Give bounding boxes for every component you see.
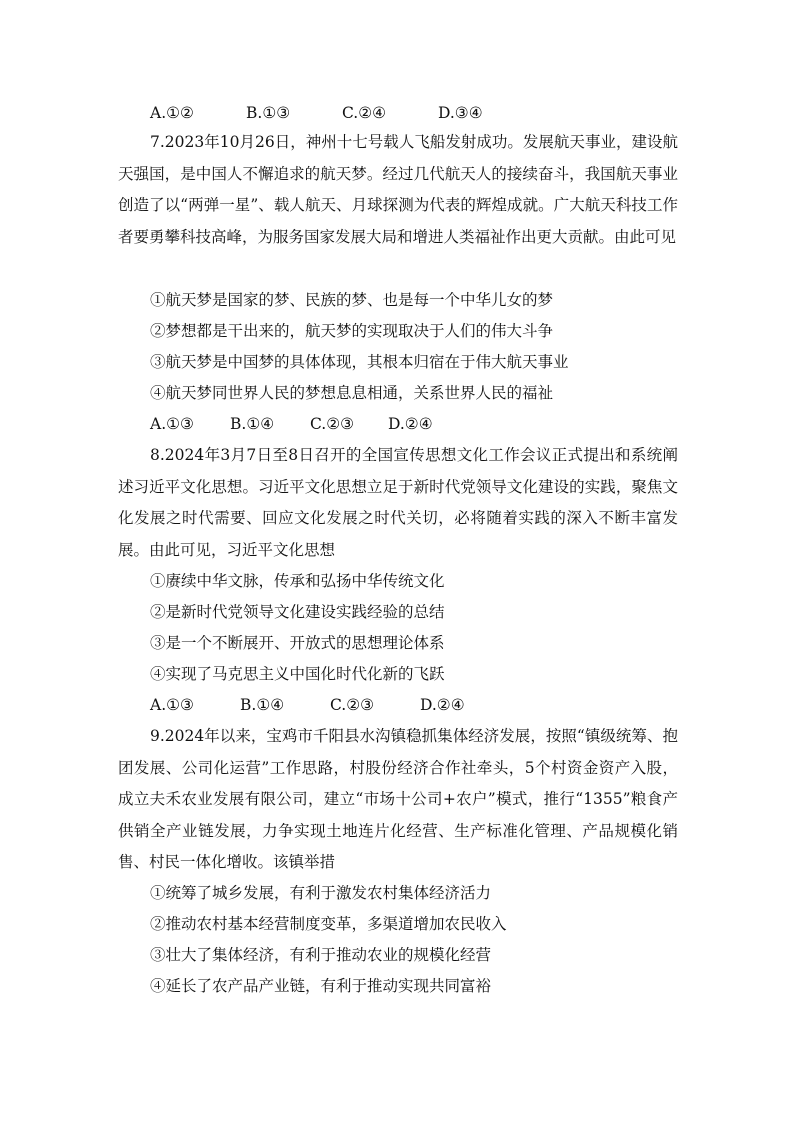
q8-option-c[interactable]: C.②③ (330, 696, 375, 714)
q6-option-c[interactable]: C.②④ (342, 104, 387, 122)
q9-item-3: ③壮大了集体经济，有利于推动农业的规模化经营 (150, 946, 492, 964)
q7-option-c[interactable]: C.②③ (310, 415, 355, 433)
q7-item-4: ④航天梦同世界人民的梦想息息相通，关系世界人民的福祉 (150, 384, 554, 402)
q6-option-b[interactable]: B.①③ (246, 104, 291, 122)
q8-option-b[interactable]: B.①④ (240, 696, 285, 714)
q6-options (150, 103, 483, 123)
q8-item-2: ②是新时代党领导文化建设实践经验的总结 (150, 603, 445, 621)
q6-option-a[interactable]: A.①② (150, 104, 194, 122)
q8-stem: 8.2024年3月7日至8日召开的全国宣传思想文化工作会议正式提出和系统阐述习近平文化思想。习近平文化思想立足于新时代党领导文化建设的实践，聚焦文化发展之时代需要、回应文化发展之时代关切，必将随着实践的深入不断丰富发展。由此可见，习近平文化思想 (118, 446, 678, 559)
q9-stem: 9.2024年以来，宝鸡市千阳县水沟镇稳抓集体经济发展，按照“镇级统筹、抱团发展、公司化运营”工作思路，村股份经济合作社牵头，5个村资金资产入股，成立夫禾农业发展有限公司，建立“市场十公司+农户”模式，推行“1355”粮食产供销全产业链发展，力争实现土地连片化经营、生产标准化管理、产品规模化销售、村民一体化增收。该镇举措 (118, 727, 678, 871)
q7-option-a[interactable]: A.①③ (150, 415, 194, 433)
q7-stem: 7.2023年10月26日，神州十七号载人飞船发射成功。发展航天事业，建设航天强国，是中国人不懈追求的航天梦。经过几代航天人的接续奋斗，我国航天事业创造了以“两弹一星”、载人航天、月球探测为代表的辉煌成就。广大航天科技工作者要勇攀科技高峰，为服务国家发展大局和增进人类福祉作出更大贡献。由此可见 (118, 133, 678, 246)
q8-item-3: ③是一个不断展开、开放式的思想理论体系 (150, 634, 445, 652)
q7-item-2: ②梦想都是干出来的，航天梦的实现取决于人们的伟大斗争 (150, 322, 554, 340)
q9-item-2: ②推动农村基本经营制度变革，多渠道增加农民收入 (150, 915, 507, 933)
q7-item-1: ①航天梦是国家的梦、民族的梦、也是每一个中华儿女的梦 (150, 291, 554, 309)
q7-options (150, 414, 433, 434)
q9-item-4: ④延长了农产品产业链，有利于推动实现共同富裕 (150, 977, 492, 995)
q8-options (150, 695, 465, 715)
q8-option-a[interactable]: A.①③ (150, 696, 194, 714)
q7-option-b[interactable]: B.①④ (230, 415, 275, 433)
q7-option-d[interactable]: D.②④ (388, 415, 433, 433)
q8-item-1: ①赓续中华文脉，传承和弘扬中华传统文化 (150, 572, 445, 590)
q9-item-1: ①统筹了城乡发展，有利于激发农村集体经济活力 (150, 884, 492, 902)
q8-item-4: ④实现了马克思主义中国化时代化新的飞跃 (150, 665, 445, 683)
q6-option-d[interactable]: D.③④ (438, 104, 483, 122)
q7-item-3: ③航天梦是中国梦的具体体现，其根本归宿在于伟大航天事业 (150, 353, 569, 371)
q8-option-d[interactable]: D.②④ (420, 696, 465, 714)
